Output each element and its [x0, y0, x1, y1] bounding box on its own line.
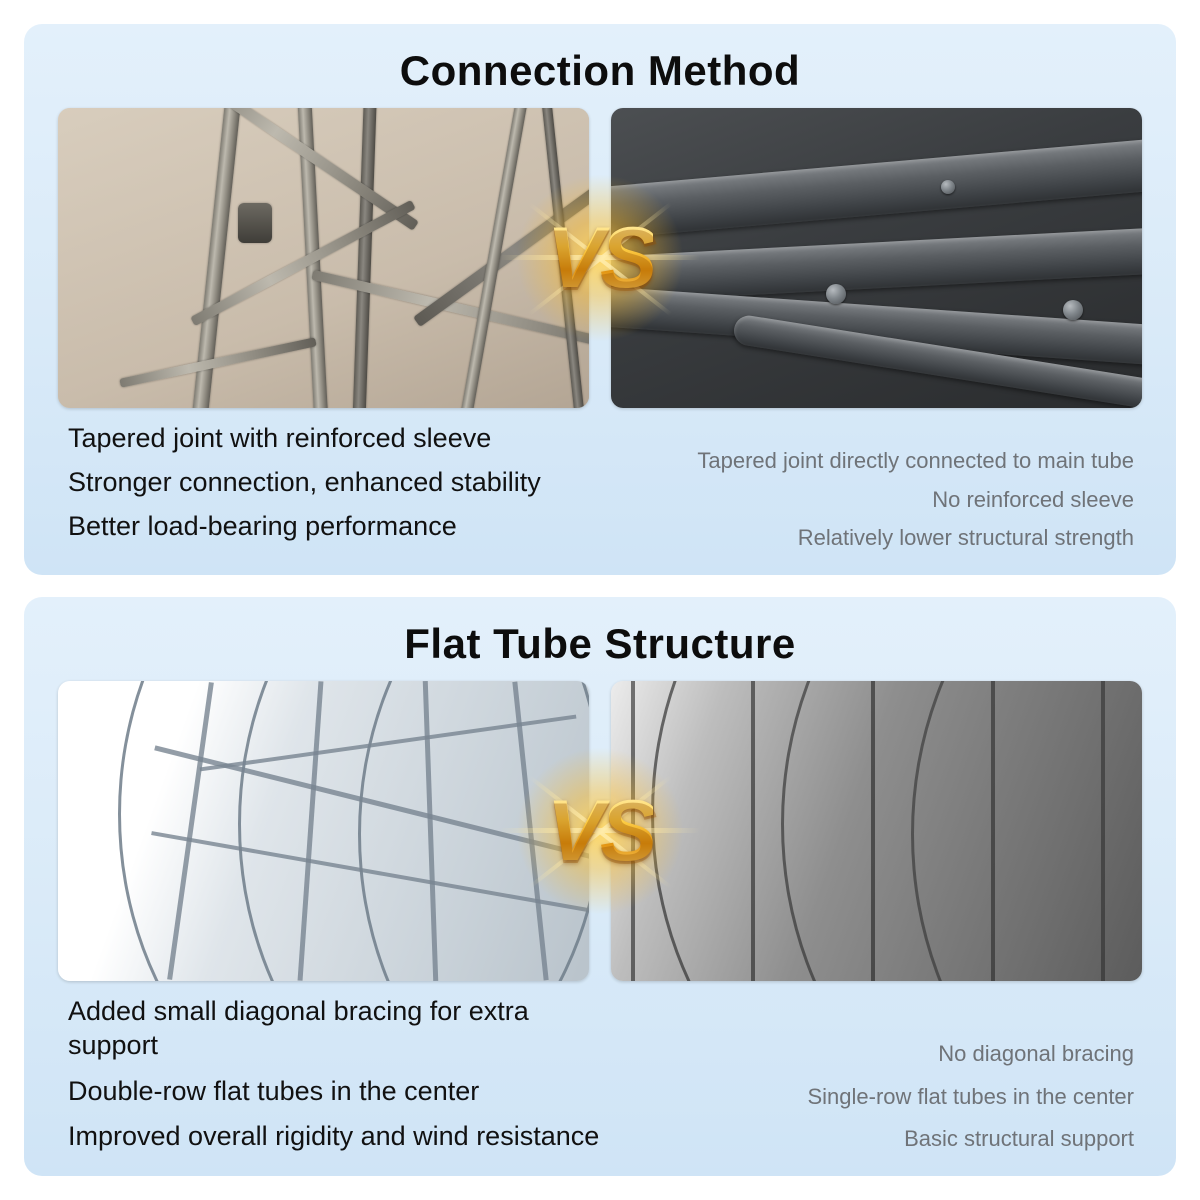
- comparison-text-row: [58, 995, 1142, 1154]
- panel-flat-tube-structure: [24, 597, 1176, 1176]
- con-item: Basic structural support: [904, 1126, 1134, 1152]
- con-item: No diagonal bracing: [938, 1041, 1134, 1067]
- con-item: Tapered joint directly connected to main tube: [697, 448, 1134, 474]
- page-title: Flat Tube Structure: [404, 619, 796, 667]
- image-tapered-joint-reinforced: [58, 108, 589, 408]
- pro-item: Tapered joint with reinforced sleeve: [68, 423, 492, 454]
- con-item: No reinforced sleeve: [932, 486, 1134, 512]
- con-item: Relatively lower structural strength: [797, 525, 1134, 551]
- pro-item: Better load-bearing performance: [68, 510, 457, 541]
- pro-item: Added small diagonal bracing for extra support: [68, 996, 529, 1060]
- con-item: Single-row flat tubes in the center: [807, 1083, 1134, 1109]
- cons-list-connection: [601, 422, 1142, 553]
- image-comparison-row: [58, 681, 1142, 981]
- image-double-row-flat-tube: [58, 681, 589, 981]
- image-single-row-flat-tube: [611, 681, 1142, 981]
- comparison-text-row: [58, 422, 1142, 553]
- pro-item: Stronger connection, enhanced stability: [68, 466, 541, 497]
- panel-connection-method: [24, 24, 1176, 575]
- pros-list-structure: [58, 995, 601, 1154]
- pros-list-connection: [58, 422, 601, 553]
- image-comparison-row: [58, 108, 1142, 408]
- page-title: Connection Method: [399, 47, 801, 94]
- pro-item: Improved overall rigidity and wind resistance: [68, 1121, 600, 1152]
- image-tapered-joint-direct: [611, 108, 1142, 408]
- vs-label: VS: [546, 782, 654, 879]
- cons-list-structure: [601, 995, 1142, 1154]
- pro-item: Double-row flat tubes in the center: [68, 1075, 480, 1106]
- vs-label: VS: [546, 209, 654, 306]
